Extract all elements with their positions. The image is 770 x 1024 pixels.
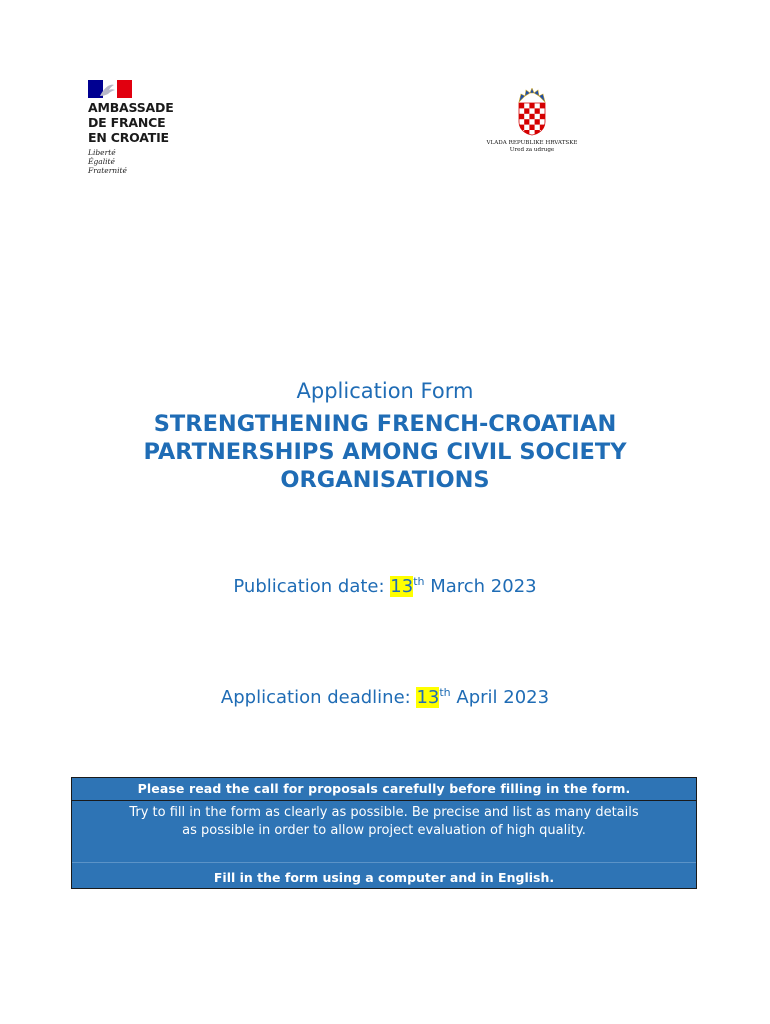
motto-line: Égalité <box>88 157 115 166</box>
embassy-name <box>88 100 218 145</box>
publication-day: 13 <box>390 576 414 597</box>
instructions-heading: Please read the call for proposals carefully before filling in the form. <box>72 778 696 801</box>
croatian-government-logo <box>482 88 582 154</box>
publication-date-label: Publication date: <box>233 576 391 597</box>
instructions-box <box>71 777 697 889</box>
instructions-footer: Fill in the form using a computer and in English. <box>213 870 555 885</box>
page-title <box>60 410 710 494</box>
publication-month-year: March 2023 <box>424 576 537 597</box>
deadline-month-year: April 2023 <box>450 687 550 708</box>
form-label: Application Form <box>296 379 474 403</box>
french-embassy-logo <box>88 80 218 175</box>
motto-line: Fraternité <box>88 166 127 175</box>
republic-motto <box>88 148 218 175</box>
office-name: Ured za udruge <box>509 147 555 153</box>
croatian-coat-of-arms-icon <box>517 88 547 136</box>
title-line: PARTNERSHIPS AMONG CIVIL SOCIETY <box>143 439 627 465</box>
embassy-name-line: AMBASSADE <box>88 100 174 115</box>
instructions-divider <box>72 862 696 863</box>
marianne-flag-icon <box>88 80 132 98</box>
government-name: VLADA REPUBLIKE HRVATSKE <box>486 140 578 146</box>
application-deadline <box>0 686 770 710</box>
instructions-body-line: Try to fill in the form as clearly as possible. Be precise and list as many details <box>129 805 639 820</box>
instructions-body-line: as possible in order to allow project evaluation of high quality. <box>182 823 586 838</box>
title-line: ORGANISATIONS <box>280 467 490 493</box>
title-line: STRENGTHENING FRENCH-CROATIAN <box>153 411 617 437</box>
deadline-day: 13 <box>416 687 440 708</box>
publication-date <box>0 575 770 599</box>
publication-day-suffix: th <box>413 575 425 588</box>
embassy-name-line: EN CROATIE <box>88 130 169 145</box>
embassy-name-line: DE FRANCE <box>88 115 166 130</box>
deadline-day-suffix: th <box>439 686 451 699</box>
motto-line: Liberté <box>88 148 116 157</box>
instructions-body <box>72 804 696 840</box>
deadline-label: Application deadline: <box>220 687 417 708</box>
